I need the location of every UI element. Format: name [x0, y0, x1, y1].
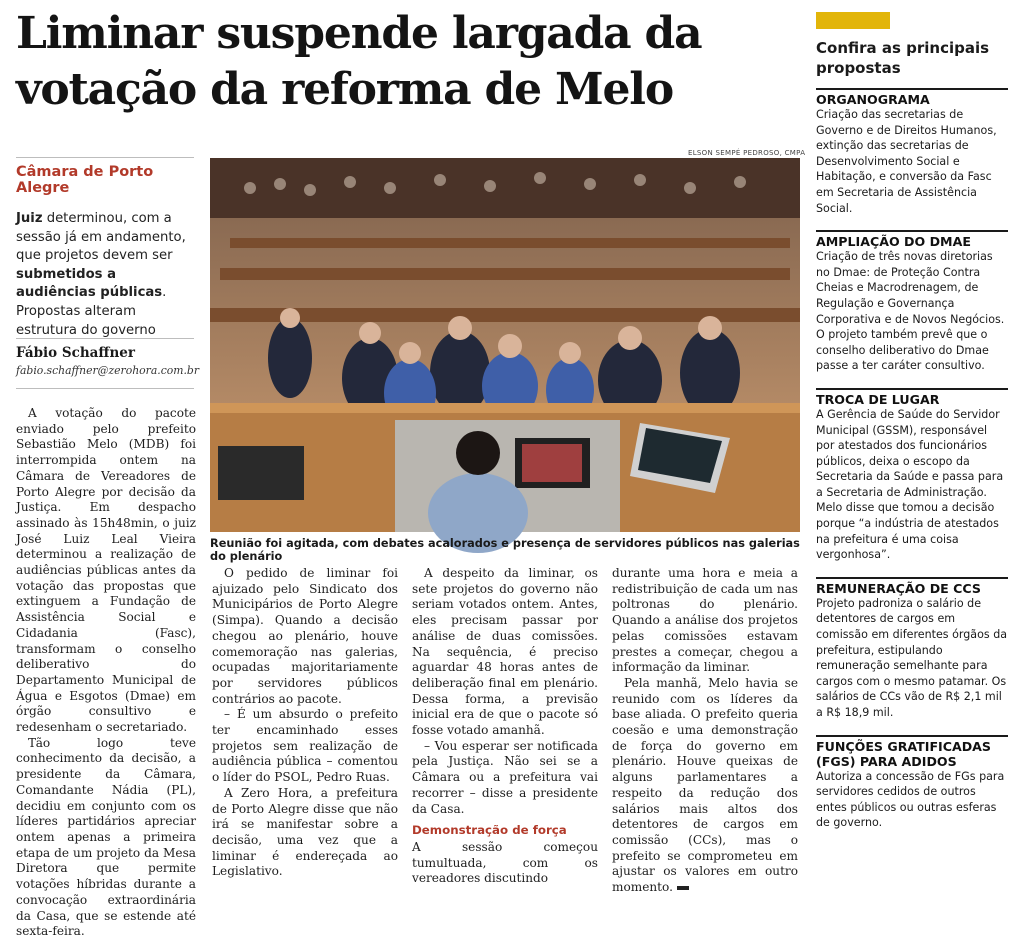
photo-credit: ELSON SEMPÉ PEDROSO, CMPA — [688, 149, 806, 157]
author-name: Fábio Schaffner — [16, 345, 135, 361]
email-rule — [16, 388, 194, 389]
paragraph: – Vou esperar ser notificada pela Justiça. Não sei se a Câmara ou a prefeitura vai recorrer – disse a presidente da Casa. — [412, 738, 598, 816]
paragraph: – É um absurdo o prefeito ter encaminhado esses projetos sem realização de audiência pública – comentou o líder do PSOL, Pedro Ruas. — [212, 707, 398, 785]
paragraph: durante uma hora e meia a redistribuição de cada um nas poltronas do plenário. Quando a análise dos projetos pelas comissões estavam prestes a começar, chegou a informação da liminar. — [612, 566, 798, 675]
paragraph: A sessão começou tumultuada, com os vereadores discutindo — [412, 839, 598, 886]
sidebar-item-head: AMPLIAÇÃO DO DMAE — [816, 234, 971, 250]
sidebar-item — [816, 577, 1008, 721]
subhead: Demonstração de força — [412, 823, 567, 838]
sidebar-item-head: TROCA DE LUGAR — [816, 391, 940, 407]
article-photo — [210, 158, 800, 532]
photo-illustration — [210, 158, 800, 532]
paragraph: A votação do pacote enviado pelo prefeito Sebastião Melo (MDB) foi interrompida ontem na Câmara de Vereadores de Porto Alegre por decisão da Justiça. Em despacho assinado às 15h48min, o juiz José Luiz Leal Vieira determinou a realização de audiências públicas antes da votação das propostas que extinguem a Fundação de Assistência Social e Cidadania (Fasc), transformam o conselho deliberativo do Departamento Municipal de Água e Esgotos (Dmae) em órgão consultivo e redesenham o secretariado. — [16, 406, 196, 735]
headline-line-2: votação da reforma de Melo — [16, 64, 673, 115]
body-column-3 — [412, 566, 598, 887]
lead-text-1: determinou, com a sessão já em andamento, que projetos devem ser — [16, 211, 186, 264]
sidebar-item-head: FUNÇÕES GRATIFICADAS (FGS) PARA ADIDOS — [816, 738, 992, 769]
lead-paragraph — [16, 210, 196, 340]
headline — [16, 6, 796, 118]
sidebar-title: Confira as principais propostas — [816, 39, 990, 77]
sidebar-item-body: Projeto padroniza o salário de detentores de cargos em comissão em diferentes órgãos da prefeitura, estipulando remuneração semelhante para cargos com o mesmo patamar. Os salários de CCs vão de R$ 2,1 mil a R$ 18,9 mil. — [816, 596, 1008, 719]
lead-bold-2: submetidos a audiências públicas — [16, 266, 163, 301]
author-email[interactable]: fabio.schaffner@zerohora.com.br — [16, 364, 199, 377]
byline-rule — [16, 338, 194, 339]
sidebar-item-body: Autoriza a concessão de FGs para servidores cedidos de outros entes públicos ou outras esferas de governo. — [816, 769, 1005, 830]
paragraph: A despeito da liminar, os sete projetos do governo não seriam votados ontem. Antes, eles precisam passar por análise de duas comissões. Na sequência, é preciso aguardar 48 horas antes de deliberação final em plenário. Dessa forma, a previsão inicial era de que o pacote só fosse votado amanhã. — [412, 566, 598, 738]
sidebar-item — [816, 88, 1008, 216]
headline-line-1: Liminar suspende largada da — [16, 8, 702, 59]
sidebar-item-body: A Gerência de Saúde do Servidor Municipal (GSSM), responsável por atestados dos funcionários públicos, deixa o escopo da Secretaria da Saúde e passa para a Secretaria de Administração. Melo disse que tomou a decisão porque “a indústria de atestados na prefeitura é uma coisa vergonhosa”. — [816, 407, 1004, 562]
lead-text-2: . Propostas alteram estrutura do governo — [16, 285, 167, 338]
sidebar-item — [816, 735, 1008, 831]
paragraph: O pedido de liminar foi ajuizado pelo Sindicato dos Municipários de Porto Alegre (Simpa). Quando a decisão chegou ao plenário, houve comemoração nas galerias, ocupadas majoritariamente por servidores públicos contrários ao pacote. — [212, 566, 398, 706]
paragraph: Tão logo teve conhecimento da decisão, a presidente da Câmara, Comandante Nádia (PL), decidiu em conjunto com os líderes partidários apreciar ontem apenas a primeira etapa de um projeto da Mesa Diretora que permite votações híbridas durante a convocação extraordinária da Casa, que se estende até sexta-feira. — [16, 735, 196, 939]
body-column-2 — [212, 566, 398, 880]
paragraph: A Zero Hora, a prefeitura de Porto Alegre disse que não irá se manifestar sobre a decisão, uma vez que a liminar é endereçada ao Legislativo. — [212, 785, 398, 879]
body-column-4 — [612, 566, 798, 896]
sidebar-item — [816, 230, 1008, 374]
body-column-1 — [16, 406, 196, 940]
sidebar-list — [816, 88, 1008, 831]
sidebar-item-body: Criação das secretarias de Governo e de Direitos Humanos, extinção das secretarias de Desenvolvimento Social e Habitação, e conversão da Fasc em Secretaria de Assistência Social. — [816, 108, 997, 215]
paragraph-text: Pela manhã, Melo havia se reunido com os líderes da base aliada. O prefeito queria coesão e uma demonstração de força do governo em plenário. Houve queixas de alguns parlamentares a respeito da redução dos salários mais altos dos detentores de cargos em comissão (CCs), mas o prefeito se comprometeu em ajustar os valores em outro momento. — [612, 675, 798, 895]
end-mark-icon — [677, 886, 689, 890]
photo-caption: Reunião foi agitada, com debates acalorados e presença de servidores públicos nas galerias do plenário — [210, 537, 800, 563]
paragraph — [612, 676, 798, 896]
sidebar-item-head: REMUNERAÇÃO DE CCS — [816, 580, 981, 596]
section-rule — [16, 157, 194, 158]
sidebar-item-body: Criação de três novas diretorias no Dmae: de Proteção Contra Cheias e Macrodrenagem, de Regulação e Governança Corporativa e de Novos Negócios. O projeto também prevê que o conselho deliberativo do Dmae passe a ter caráter consultivo. — [816, 250, 1005, 373]
sidebar-item — [816, 388, 1008, 563]
section-label: Câmara de Porto Alegre — [16, 164, 154, 196]
lead-bold-1: Juiz — [16, 211, 43, 226]
sidebar-accent-bar — [816, 12, 890, 29]
sidebar-item-head: ORGANOGRAMA — [816, 92, 930, 107]
